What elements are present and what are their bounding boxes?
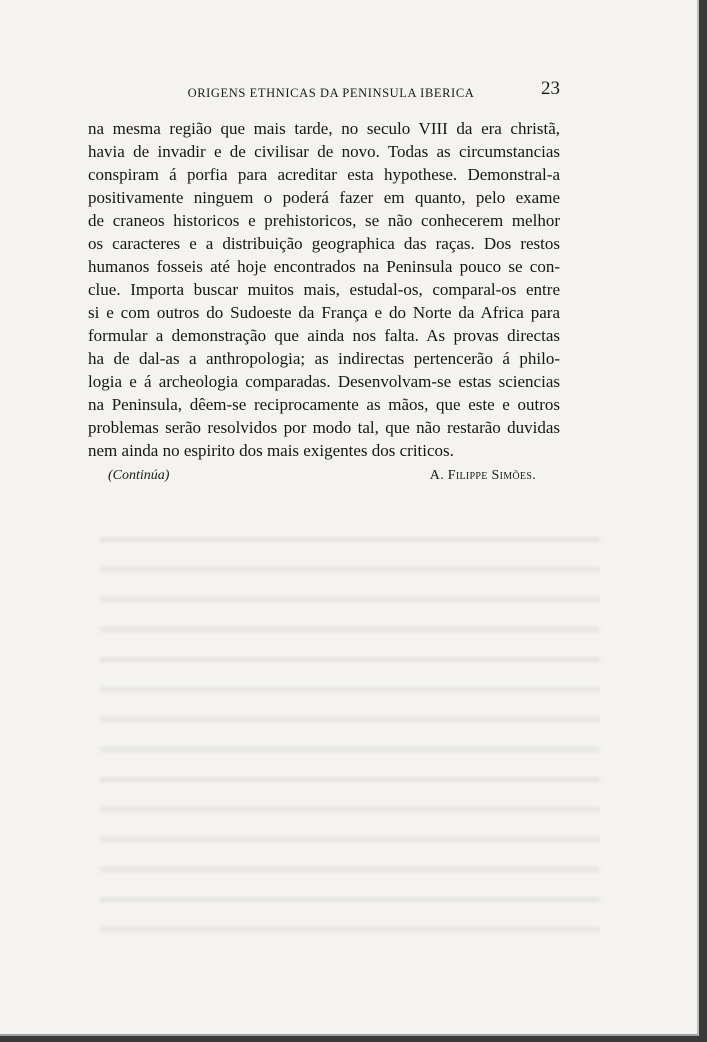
continued-note: (Continúa) (108, 468, 170, 483)
text-line: problemas serão resolvidos por modo tal, que não restarão duvidas (88, 418, 560, 437)
text-line: havia de invadir e de civilisar de novo. Todas as circumstancias (88, 142, 560, 161)
text-line: si e com outros do Sudoeste da França e do Norte da Africa para (88, 303, 560, 322)
text-line: de craneos historicos e prehistoricos, se não conhecerem melhor (88, 211, 560, 230)
show-through-text (100, 520, 600, 950)
page-header (88, 78, 574, 106)
text-line: ha de dal-as a anthropologia; as indirectas pertencerão á philo- (88, 349, 560, 368)
text-line: os caracteres e a distribuição geographica das raças. Dos restos (88, 234, 560, 253)
body-paragraph (88, 117, 560, 462)
text-line: na mesma região que mais tarde, no seculo VIII da era christã, (88, 119, 560, 138)
text-line: positivamente ninguem o poderá fazer em quanto, pelo exame (88, 188, 560, 207)
text-line: nem ainda no espirito dos mais exigentes dos criticos. (88, 441, 454, 460)
author-signature: A. Filippe Simões. (429, 468, 536, 483)
text-line: humanos fosseis até hoje encontrados na Peninsula pouco se con- (88, 257, 560, 276)
page-number: 23 (541, 78, 560, 99)
text-line: conspiram á porfia para acreditar esta hypothese. Demonstral-a (88, 165, 560, 184)
text-line: na Peninsula, dêem-se reciprocamente as mãos, que este e outros (88, 395, 560, 414)
article-footer (108, 468, 548, 490)
text-line: logia e á archeologia comparadas. Desenvolvam-se estas sciencias (88, 372, 560, 391)
running-title: ORIGENS ETHNICAS DA PENINSULA IBERICA (187, 86, 475, 100)
text-line: clue. Importa buscar muitos mais, estudal-os, comparal-os entre (88, 280, 560, 299)
text-line: formular a demonstração que ainda nos falta. As provas directas (88, 326, 560, 345)
